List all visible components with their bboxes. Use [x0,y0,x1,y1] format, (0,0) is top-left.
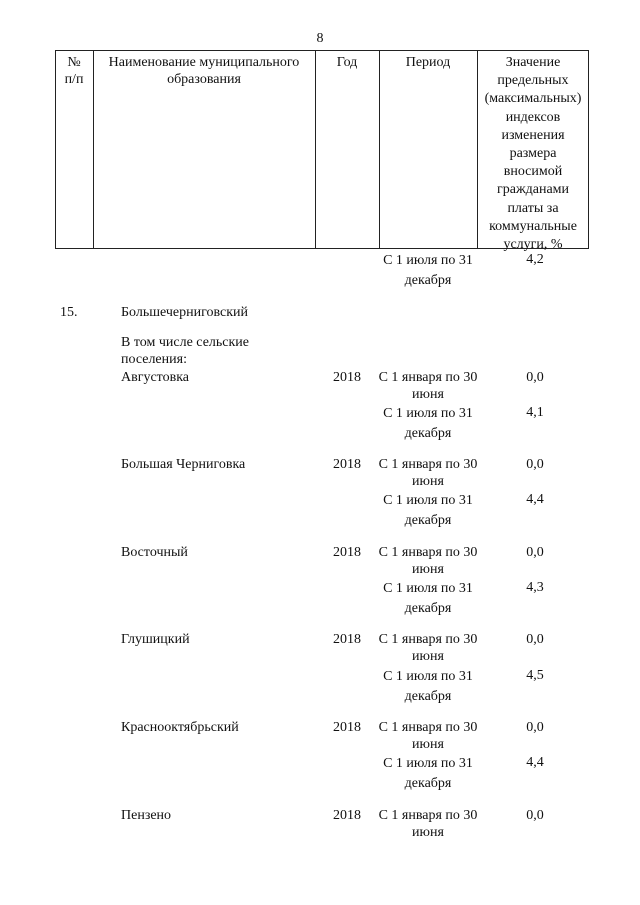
settlement-name: Восточный [121,545,188,560]
settlement-name: Краснооктябрьский [121,720,239,735]
value-first-half: 0,0 [526,457,544,472]
table-divider-2 [315,50,316,248]
period-second-half: С 1 июля по 31 декабря [383,493,473,528]
value-first-half: 0,0 [526,632,544,647]
period-first-half: С 1 января по 30 июня [378,545,478,577]
table-border-left [55,50,56,248]
carry-value: 4,2 [526,252,544,267]
period-second-half: С 1 июля по 31 декабря [383,669,473,704]
settlement-year: 2018 [333,545,361,560]
header-period: Период [405,55,451,70]
value-first-half: 0,0 [526,545,544,560]
settlement-name: Большая Черниговка [121,457,246,472]
header-name: Наименование муниципального образования [108,55,300,87]
period-first-half: С 1 января по 30 июня [378,457,478,489]
settlement-year: 2018 [333,632,361,647]
settlement-year: 2018 [333,808,361,823]
period-second-half: С 1 июля по 31 декабря [383,756,473,791]
value-first-half: 0,0 [526,720,544,735]
header-value: Значение предельных (максимальных) индексов изменения размера вносимой гражданами платы за коммунальные услуги, % [484,55,582,253]
period-first-half: С 1 января по 30 июня [378,808,478,840]
value-first-half: 0,0 [526,370,544,385]
settlement-name: Пензено [121,808,172,823]
district-number: 15. [60,305,78,320]
period-second-half: С 1 июля по 31 декабря [383,406,473,441]
value-second-half: 4,3 [526,580,544,595]
period-first-half: С 1 января по 30 июня [378,720,478,752]
value-second-half: 4,1 [526,405,544,420]
table-divider-3 [379,50,380,248]
value-second-half: 4,4 [526,492,544,507]
table-divider-4 [477,50,478,248]
value-second-half: 4,4 [526,755,544,770]
header-num: № п/п [64,55,84,87]
table-divider-1 [93,50,94,248]
table-top-border [55,50,589,51]
period-first-half: С 1 января по 30 июня [378,632,478,664]
district-name: Большечерниговский [121,305,249,320]
header-year: Год [336,55,358,70]
period-second-half: С 1 июля по 31 декабря [383,581,473,616]
settlement-name: Глушицкий [121,632,190,647]
page-number: 8 [316,31,324,46]
carry-period: С 1 июля по 31 декабря [383,253,473,288]
district-subtitle: В том числе сельские поселения: [121,335,250,367]
value-second-half: 4,5 [526,668,544,683]
settlement-name: Августовка [121,370,190,385]
period-first-half: С 1 января по 30 июня [378,370,478,402]
value-first-half: 0,0 [526,808,544,823]
table-border-right [588,50,589,248]
settlement-year: 2018 [333,370,361,385]
settlement-year: 2018 [333,457,361,472]
settlement-year: 2018 [333,720,361,735]
